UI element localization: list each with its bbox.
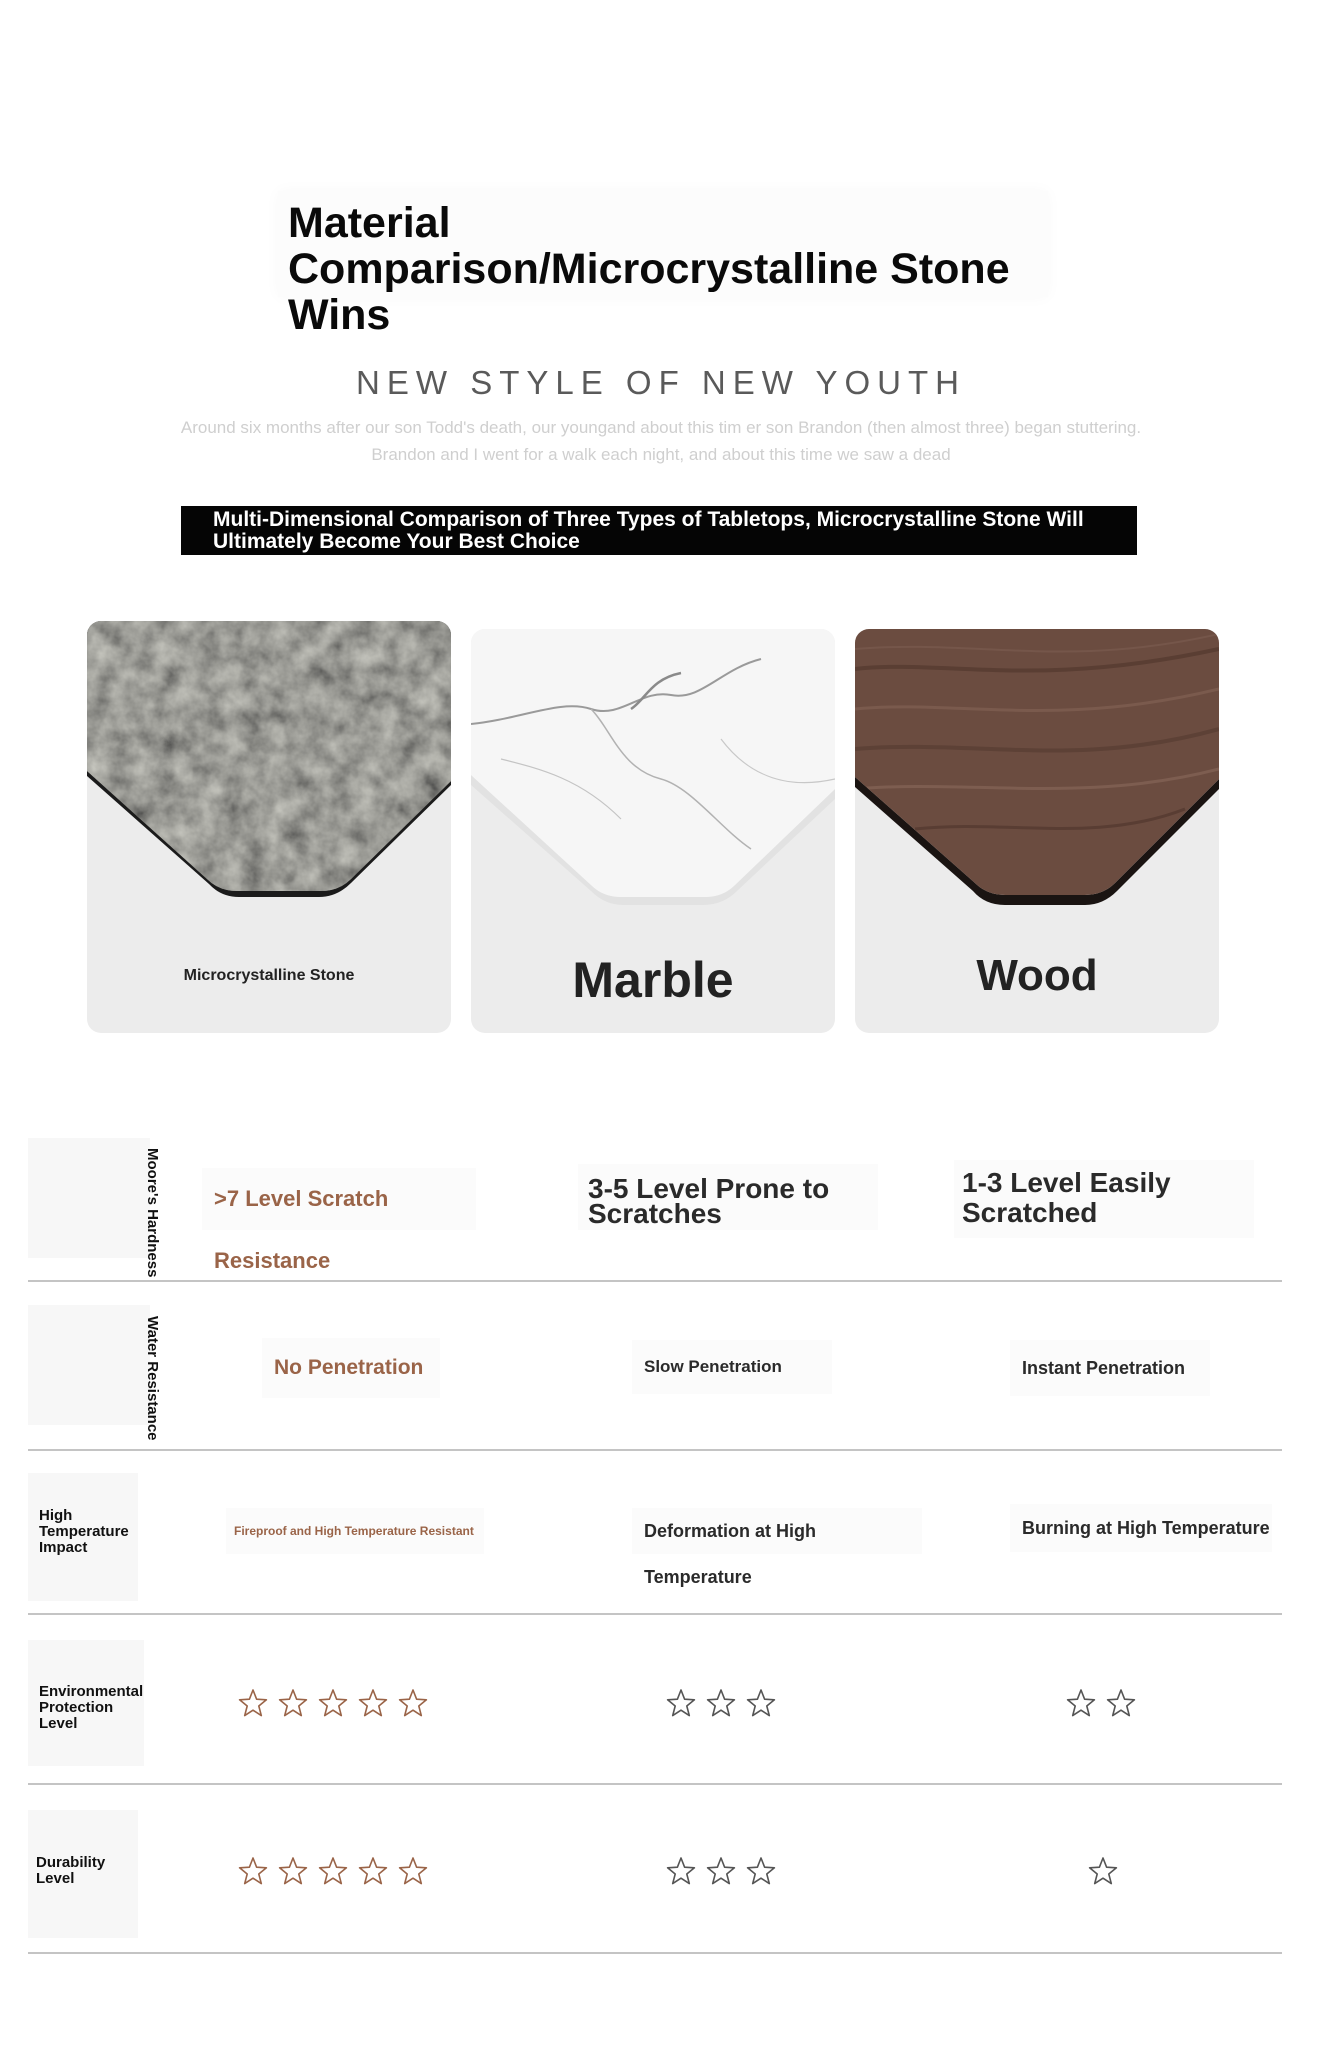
star-icon — [746, 1688, 776, 1718]
rating-marble-environmental — [666, 1688, 776, 1718]
row-divider — [28, 1280, 1282, 1282]
row-divider — [28, 1952, 1282, 1954]
star-icon — [706, 1688, 736, 1718]
row-label-environmental: Environmental Protection Level — [39, 1683, 144, 1732]
material-label: Microcrystalline Stone — [183, 967, 355, 984]
star-icon — [238, 1856, 268, 1886]
cell-marble-temperature: Deformation at High Temperature — [632, 1508, 922, 1554]
row-label-water: Water Resistance — [144, 1316, 161, 1441]
rating-marble-durability — [666, 1856, 776, 1886]
star-icon — [358, 1688, 388, 1718]
star-icon — [238, 1688, 268, 1718]
row-divider — [28, 1783, 1282, 1785]
material-label: Marble — [572, 952, 734, 1008]
star-icon — [1106, 1688, 1136, 1718]
page-title: Material Comparison/Microcrystalline Stone Wins — [278, 191, 1048, 297]
material-label: Wood — [976, 951, 1098, 1000]
rating-microcrystalline-durability — [238, 1856, 428, 1886]
star-icon — [666, 1688, 696, 1718]
star-icon — [1066, 1688, 1096, 1718]
star-icon — [746, 1856, 776, 1886]
row-label-hardness: Moore's Hardness — [144, 1148, 161, 1278]
cell-microcrystalline-temperature: Fireproof and High Temperature Resistant — [226, 1508, 484, 1554]
cell-wood-temperature: Burning at High Temperature — [1010, 1504, 1272, 1552]
comparison-banner: Multi-Dimensional Comparison of Three Types of Tabletops, Microcrystalline Stone Will Ultimately Become Your Best Choice — [181, 506, 1137, 555]
star-icon — [398, 1688, 428, 1718]
star-icon — [398, 1856, 428, 1886]
intro-paragraph: Around six months after our son Todd's death, our youngand about this tim er son Brandon (then almost three) began stuttering. Brandon and I went for a walk each night, and about this time we saw a dead — [180, 418, 1142, 464]
row-divider — [28, 1449, 1282, 1451]
rating-wood-environmental — [1066, 1688, 1136, 1718]
star-icon — [318, 1688, 348, 1718]
row-divider — [28, 1613, 1282, 1615]
cell-wood-hardness: 1-3 Level Easily Scratched — [954, 1160, 1254, 1238]
star-icon — [318, 1856, 348, 1886]
cell-microcrystalline-water: No Penetration — [262, 1338, 440, 1398]
cell-marble-water: Slow Penetration — [632, 1340, 832, 1394]
row-label-durability: Durability Level — [36, 1854, 106, 1887]
slogan: NEW STYLE OF NEW YOUTH — [356, 364, 966, 401]
star-icon — [1088, 1856, 1118, 1886]
star-icon — [278, 1856, 308, 1886]
star-icon — [706, 1856, 736, 1886]
star-icon — [666, 1856, 696, 1886]
cell-wood-water: Instant Penetration — [1010, 1340, 1210, 1396]
star-icon — [278, 1688, 308, 1718]
row-label-temperature: High Temperature Impact — [39, 1507, 129, 1556]
rating-microcrystalline-environmental — [238, 1688, 428, 1718]
cell-microcrystalline-hardness: >7 Level Scratch Resistance — [202, 1168, 476, 1230]
cell-marble-hardness: 3-5 Level Prone to Scratches — [578, 1164, 878, 1230]
rating-wood-durability — [1088, 1856, 1118, 1886]
star-icon — [358, 1856, 388, 1886]
